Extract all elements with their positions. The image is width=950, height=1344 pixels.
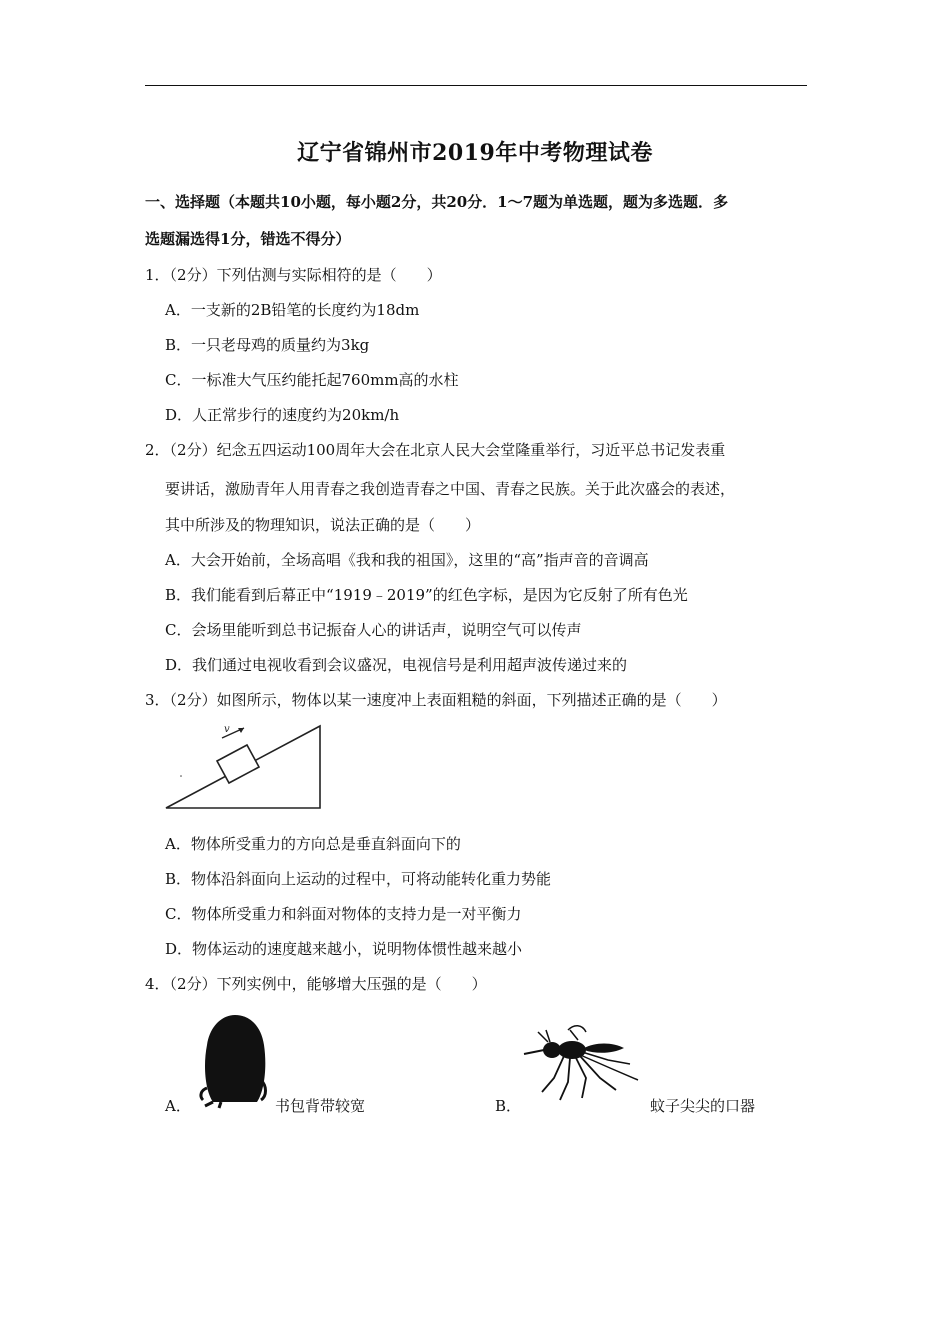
question-3-option-c: C．物体所受重力和斜面对物体的支持力是一对平衡力	[165, 905, 522, 923]
question-1-option-d: D．人正常步行的速度约为20km/h	[165, 406, 400, 424]
question-4-option-b-text: 蚊子尖尖的口器	[650, 1097, 756, 1115]
section-heading-line2: 选题漏选得1分，错选不得分）	[145, 230, 351, 248]
question-4-option-b-letter: B．	[495, 1097, 522, 1115]
question-3-option-d: D．物体运动的速度越来越小，说明物体惯性越来越小	[165, 940, 523, 958]
question-2-option-c: C．会场里能听到总书记振奋人心的讲话声，说明空气可以传声	[165, 621, 582, 639]
question-4-option-a-text: 书包背带较宽	[275, 1097, 366, 1115]
question-1-option-c: C．一标准大气压约能托起760mm高的水柱	[165, 371, 459, 389]
question-1-stem: 1．（2分）下列估测与实际相符的是（ ）	[145, 266, 442, 284]
question-2-option-d: D．我们通过电视收看到会议盛况，电视信号是利用超声波传递过来的	[165, 656, 628, 674]
question-1-option-b: B．一只老母鸡的质量约为3kg	[165, 336, 370, 354]
question-4-stem: 4．（2分）下列实例中，能够增大压强的是（ ）	[145, 975, 487, 993]
question-2-option-b: B．我们能看到后幕正中“1919﹣2019”的红色字标，是因为它反射了所有色光	[165, 586, 688, 604]
page-title: 辽宁省锦州市2019年中考物理试卷	[297, 140, 653, 166]
question-2-stem-line2: 要讲话，激励青年人用青春之我创造青春之中国、青春之民族。关于此次盛会的表述，	[165, 480, 736, 498]
question-4-option-a-letter: A．	[165, 1097, 191, 1115]
question-3-stem: 3．（2分）如图所示，物体以某一速度冲上表面粗糙的斜面，下列描述正确的是（ ）	[145, 691, 727, 709]
header-rule	[145, 85, 807, 86]
question-2-stem-line1: 2．（2分）纪念五四运动100周年大会在北京人民大会堂隆重举行，习近平总书记发表重	[145, 441, 726, 459]
question-1-option-a: A．一支新的2B铅笔的长度约为18dm	[165, 301, 420, 319]
question-3-option-a: A．物体所受重力的方向总是垂直斜面向下的	[165, 835, 461, 853]
mosquito-icon	[520, 1020, 650, 1105]
velocity-label: v	[224, 724, 230, 735]
incline-figure	[160, 718, 330, 813]
section-heading-line1: 一、选择题（本题共10小题，每小题2分，共20分．1～7题为单选题，题为多选题．多	[145, 193, 729, 211]
backpack-icon	[195, 1010, 275, 1110]
figure-dot	[180, 775, 182, 777]
question-2-option-a: A．大会开始前，全场高唱《我和我的祖国》，这里的“高”指声音的音调高	[165, 551, 649, 569]
question-3-option-b: B．物体沿斜面向上运动的过程中，可将动能转化重力势能	[165, 870, 552, 888]
question-2-stem-line3: 其中所涉及的物理知识，说法正确的是（ ）	[165, 516, 481, 534]
